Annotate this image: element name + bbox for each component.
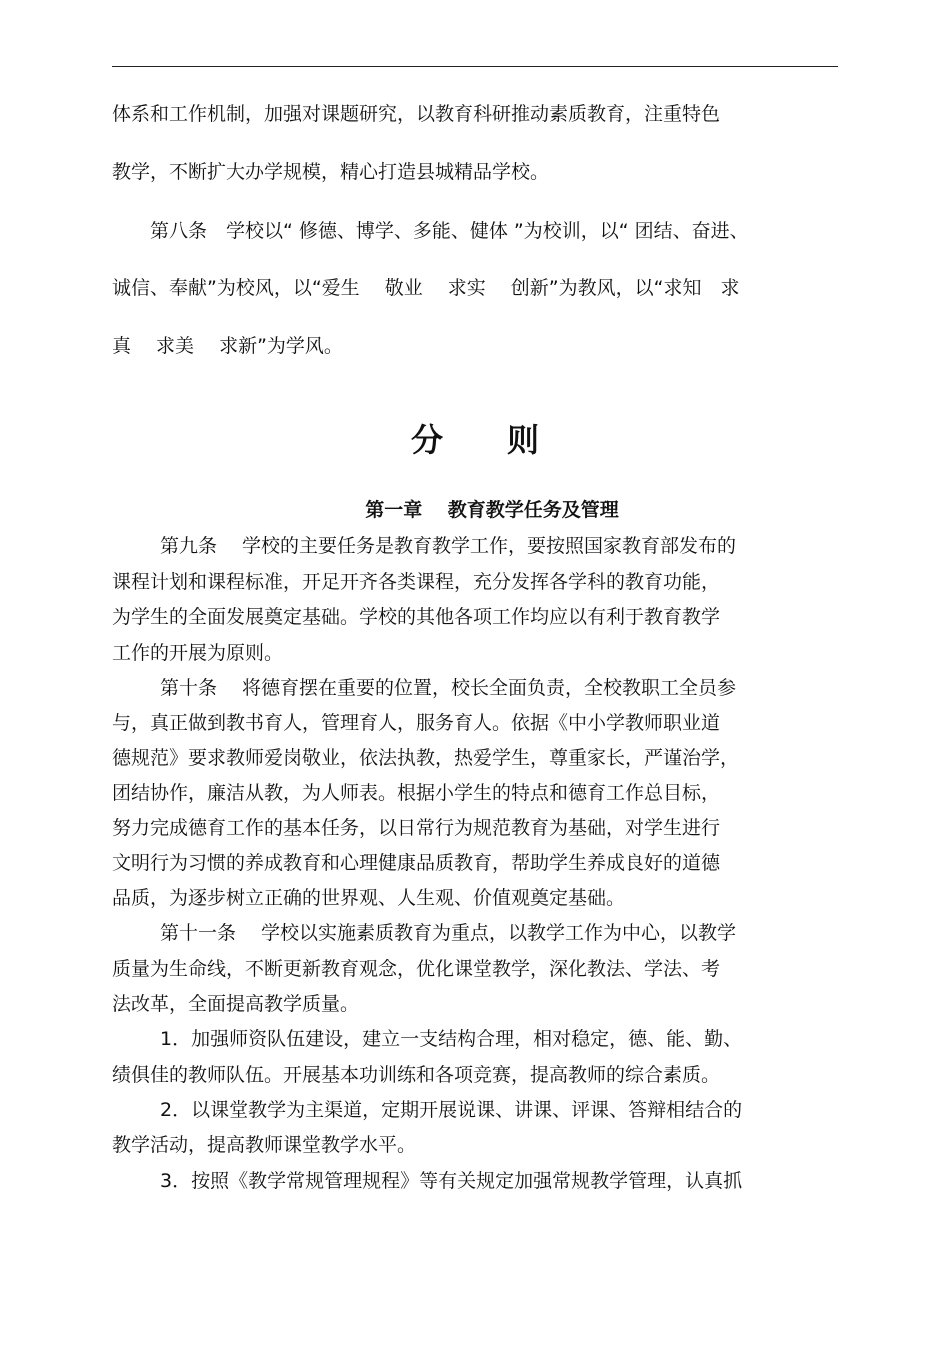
header-rule bbox=[112, 66, 838, 67]
list-item-2-line: 教学活动，提高教师课堂教学水平。 bbox=[112, 1134, 417, 1156]
article-10-line: 第十条 将德育摆在重要的位置，校长全面负责，全校教职工全员参 bbox=[160, 677, 737, 699]
article-11-line: 法改革，全面提高教学质量。 bbox=[112, 993, 360, 1015]
section-title: 分 则 bbox=[410, 421, 539, 459]
article-10-line: 品质，为逐步树立正确的世界观、人生观、价值观奠定基础。 bbox=[112, 887, 626, 909]
article-9-line: 工作的开展为原则。 bbox=[112, 642, 284, 664]
text-line: 体系和工作机制，加强对课题研究，以教育科研推动素质教育，注重特色 bbox=[112, 103, 721, 125]
article-9-line: 为学生的全面发展奠定基础。学校的其他各项工作均应以有利于教育教学 bbox=[112, 606, 721, 628]
article-10-line: 努力完成德育工作的基本任务，以日常行为规范教育为基础，对学生进行 bbox=[112, 817, 721, 839]
chapter-title: 第一章 教育教学任务及管理 bbox=[365, 499, 619, 521]
text-line: 教学，不断扩大办学规模，精心打造县城精品学校。 bbox=[112, 161, 550, 183]
list-item-3-line: 3．按照《教学常规管理规程》等有关规定加强常规教学管理，认真抓 bbox=[160, 1170, 743, 1192]
article-10-line: 团结协作，廉洁从教，为人师表。根据小学生的特点和德育工作总目标， bbox=[112, 782, 721, 804]
article-8-line: 诚信、奉献”为校风，以“爱生 敬业 求实 创新”为教风，以“求知 求 bbox=[112, 277, 740, 299]
list-item-1-line: 绩俱佳的教师队伍。开展基本功训练和各项竞赛，提高教师的综合素质。 bbox=[112, 1064, 721, 1086]
list-item-1-line: 1．加强师资队伍建设，建立一支结构合理，相对稳定，德、能、勤、 bbox=[160, 1028, 743, 1050]
article-8-line: 真 求美 求新”为学风。 bbox=[112, 335, 343, 357]
article-9-line: 第九条 学校的主要任务是教育教学工作，要按照国家教育部发布的 bbox=[160, 535, 737, 557]
article-9-line: 课程计划和课程标准，开足开齐各类课程，充分发挥各学科的教育功能， bbox=[112, 571, 721, 593]
article-11-line: 第十一条 学校以实施素质教育为重点，以教学工作为中心，以教学 bbox=[160, 922, 737, 944]
list-item-2-line: 2．以课堂教学为主渠道，定期开展说课、讲课、评课、答辩相结合的 bbox=[160, 1099, 743, 1121]
article-8-line: 第八条 学校以“ 修德、博学、多能、健体 ”为校训，以“ 团结、奋进、 bbox=[150, 220, 749, 242]
article-11-line: 质量为生命线，不断更新教育观念，优化课堂教学，深化教法、学法、考 bbox=[112, 958, 721, 980]
article-10-line: 文明行为习惯的养成教育和心理健康品质教育，帮助学生养成良好的道德 bbox=[112, 852, 721, 874]
article-10-line: 德规范》要求教师爱岗敬业，依法执教，热爱学生，尊重家长，严谨治学， bbox=[112, 747, 740, 769]
article-10-line: 与，真正做到教书育人，管理育人，服务育人。依据《中小学教师职业道 bbox=[112, 712, 721, 734]
